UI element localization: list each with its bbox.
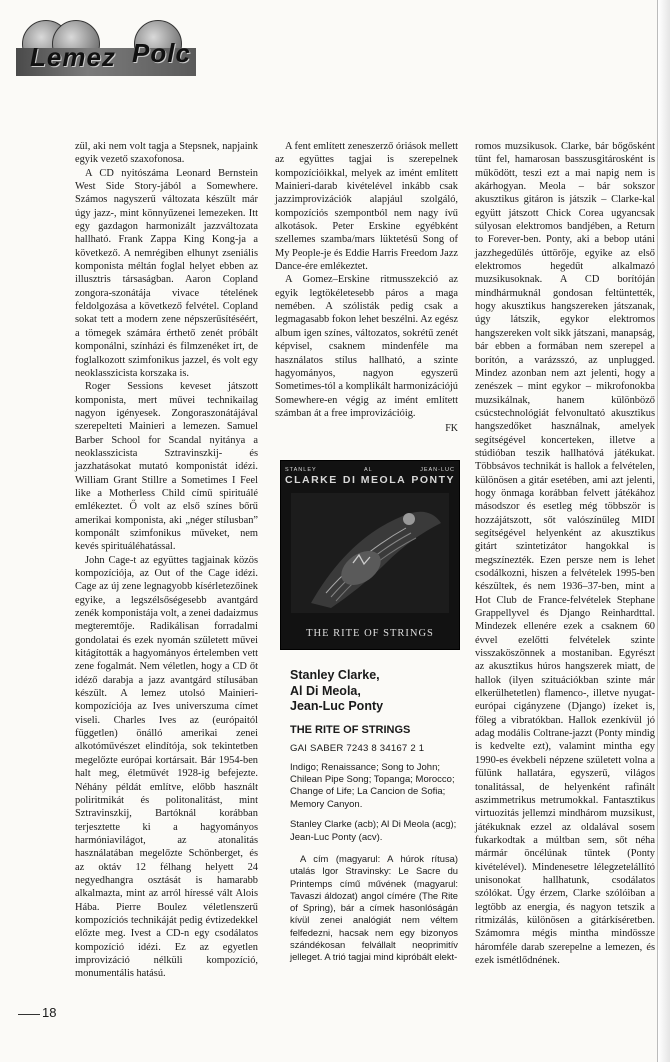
cover-title: THE RITE OF STRINGS — [306, 628, 434, 639]
album-cover — [280, 460, 460, 650]
article-column-1 — [75, 140, 258, 981]
page-edge — [657, 0, 670, 1062]
cover-last-name: PONTY — [411, 474, 455, 486]
cover-names — [285, 467, 455, 486]
author-signature: FK — [445, 423, 458, 435]
paragraph: John Cage-t az együttes tagjainak közös kompozíciója, az Out of the Cage idézi. Cage az új zene legnagyobb kísérletezőinek egyike, a legszélsőségesebb avantgárd zenék komponistája volt, a zenei dadaizmus megteremtője. Radikálisan forradalmi gondolatai és ezek nyomán született művei kitágították a hagyományos értelemben vett zene fogalmát. Nem véletlen, hogy a CD őt idéző darabja a jazz avantgárd stílusában készült. A lemez utolsó Mainieri-kompozíciója az Ives universzuma címet viseli. Charles Ives az (európaitól független) önálló amerikai zenei alkotóművészet elindítója, sok tekintetben megelőzte európai kortársait. Bár 1954-ben halt meg, életművét 1928-ig befejezte. Néhány példát említve, előbb használt poliritmikát és politonalitást, mint Sztravinszkij, Bartóknál korábban terjesztette ki a hagyományos harmóniavilágot, az atonalitás használatában megelőzte Schönberget, és az oktáv 12 félhang helyett 24 negyedhangra osztását is hamarabb alkalmazta, mint az arról híressé vált Alois Hába. Pierre Boulez véletlenszerű kompozíciós technikáját pedig évtizedekkel előzte meg. Ivest a CD-n egy csodálatos kompozíció idézi. Ez az egyetlen improvizáció nélküli kompozíció, monumentális hatású. — [75, 554, 258, 980]
paragraph: zül, aki nem volt tagja a Stepsnek, napjaink egyik vezető szaxofonosa. — [75, 141, 258, 166]
artist-name: Al Di Meola, — [290, 683, 361, 698]
cover-artwork — [291, 493, 449, 613]
paragraph: A CD nyitószáma Leonard Bernstein West Side Story-jából a Somewhere. Számos nagyszerű változata készült már úgy jazz-, mint könnyűzenei lemezeken. Itt egy gazdagon harmonizált jazzváltozata hallható. Frank Zappa King Kong-ja a következő. A nemrégiben elhunyt zseniális komponista méltán foglal helyet ebben az illusztris társaságban. Aaron Copland zongora-szonátája vivace tételének feldolgozása a következő felvétel. Copland sokat tett a modern zene népszerűsítéséért, a tömegek számára érthető zenét próbált komponálni, színházi és filmzenéket írt, de foglalkozott szimfonikus jazzel, és volt egy neoklasszicista korszaka is. — [75, 167, 258, 379]
paragraph: Roger Sessions keveset játszott komponista, mert művei technikailag nagyon igényesek. Zongoraszonátájával szerepelteti Mainieri a lemezen. Samuel Barber School for Scandal nyitánya a neoklasszicista Sztravinszkij- és jazzhatásokat mutató komponistát idézi. William Grant Stillre a Sometimes I Feel like a Motherless Child című spirituálé emlékeztet. Ő volt az első színes bőrű amerikai komponista, aki „néger stílusban” komponált szimfonikus műveket, nem kevés spirituáléhatással. — [75, 381, 258, 553]
album-title: THE RITE OF STRINGS — [290, 723, 411, 736]
article-column-3 — [475, 140, 655, 967]
album-label: GAI SABER 7243 8 34167 2 1 — [290, 742, 425, 754]
cover-first-name: AL — [364, 467, 373, 473]
cover-first-name: JEAN-LUC — [420, 467, 455, 473]
paragraph: A cím (magyarul: A húrok rítusa) utalás Igor Stravinsky: Le Sacre du Printemps című művének (magyarul: Tavaszi áldozat) angol címére (The Rite of Spring), bár a címek hasonlóságán kívül zenei analógiát nem véltem felfedezni, hacsak nem egy bizonyos szándékosan felvállalt neoprimitív jelleget. A trió tagjai mind kipróbált elekt- — [290, 852, 458, 963]
personnel: Stanley Clarke (acb); Al Di Meola (acg); Jean-Luc Ponty (acv). — [290, 819, 457, 843]
cover-first-name: STANLEY — [285, 467, 317, 473]
track-list: Indigo; Renaissance; Song to John; Chilean Pipe Song; Topanga; Morocco; Change of Life; La Cancion de Sofia; Memory Canyon. — [290, 761, 455, 810]
paragraph: A Gomez–Erskine ritmusszekció az egyik legtökéletesebb páros a maga nemében. A szólisták pedig csak a legmagasabb fokon lehet beszélni. Az egész album igen színes, változatos, sokrétű zenét képvisel, csaknem mindenféle ma használatos stílus hallható, a szinte hagyományos, nagyon egyszerű Sometimes-tól a komplikált harmonizációjú Somewhere-en végig az imént említett számban át a free improvizációig. — [275, 274, 458, 419]
lemezpolc-logo — [16, 14, 196, 82]
artist-name: Stanley Clarke, — [290, 668, 380, 682]
paragraph: A fent említett zeneszerző óriások mellett az együttes tagjai is szerepelnek kompozícióikkal, melyek az imént említett Mainieri-darab kivételével inkább csak jazzimprovizációk alapjául szolgáló, kompozíciós szempontból nem nagy ívű alkotások. Peter Erskine egyébként szellemes szamba/mars lüktetésű Song of My People-je és Eddie Harris Freedom Jazz Dance-ére emlékeztet. — [275, 141, 458, 273]
footer-rule — [18, 1014, 40, 1015]
logo-word-lemez: Lemez — [30, 42, 116, 72]
album-artists — [290, 668, 458, 715]
album-info — [290, 668, 458, 964]
logo-word-polc: Polc — [132, 38, 191, 68]
cover-last-name: CLARKE — [285, 474, 338, 486]
album-review — [290, 853, 458, 964]
cover-last-name: DI MEOLA — [342, 474, 407, 486]
page-number: 18 — [42, 1005, 57, 1020]
paragraph: romos muzsikusok. Clarke, bár bőgősként tűnt fel, hamarosan basszusgitárosként is működött, teszi ezt a mai napig nem is akárhogyan. Meola – bár sokszor akusztikus gitáron is játszik – Clarke-kal együtt játszott Chick Corea ugyancsak súlyosan elektromos bandjében, a Return to Forever-ben. Ponty, aki a bebop utáni jazzhegedűlés úttörője, egyike az első elektromos hegedűt alkalmazó muzsikusoknak. A CD borítóján mindhármuknál gondosan feltüntették, hogy akusztikus hangszereken játszanak, úgy látszik, egykor elektromos hangszereken volt sikk játszani, manapság, bár ebben a formában nem szerepel a borítón, a varázsszó, az unplugged. Mindez azonban nem azt jelenti, hogy a zenészek – mint egykor – mikrofonokba muzsikálnak, hanem különböző csúcstechnológiát felvonultató akusztikus hangszedőket használnak, amelyek segítségével koncerteken, illetve a stúdióban teszik hallhatóvá játékukat. Többsávos technikát is hallok a felvételen, különösen a gitár esetében, ami azt jelenti, hogy önmaga korábban felvett játékához másodszor és esetleg még többször is hozzájátszott, sőt valószínűleg MIDI segítségével helyenként az akusztikus gitárt szintetizátor hangokkal is megszínezték. Ezen persze nem is lehet csodálkozni, hiszen a felvételek 1995-ben készültek, és nem 1936–37-ben, mint a Hot Club de France-felvételek Stephane Grappellyvel és Django Reinhardttal. Mindezek ellenére ezek a csaknem 60 évvel ezelőtti felvételek szinte visszaköszönnek a mostaniban. Egyrészt az akusztikus húros hangszerek miatt, de hallok (ilyen szituációkban szinte már elkerülhetetlen) flamenco-, illetve nyugat-európai cigányzene (Django) ízeket is, főleg a vibratókban. Hallok ezenkívül jó adag modális Coltrane-jazzt (Ponty mindig is kedvelte ezt), valamint mintha egy 1990-es évekbeli népzene született volna a fülünk hallatára, egyszerű, világos tonalitással, de helyenként rafinált aszimmetrikus metrumokkal. Fantasztikus virtuozitás jellemzi mindhárom muzsikust, játékuknak ezzel az oldalával sosem fukarkodtak a múltban sem, sőt néha mármár öncélúnak tűntek (Ponty kivételével). Mindenesetre lélegzetelállító unisonokat hallhatunk, csodálatos szólókat. Úgy érzem, Clarke szólóiban a legtöbb az energia, és nagyon tetszik a ritmizálás, különösen a gitárkíséretben. Számomra mégis mintha mindössze háromféle darab szerepelne a lemezen, és ezek ismétlődnének. — [475, 141, 655, 966]
artist-name: Jean-Luc Ponty — [290, 699, 384, 713]
article-column-2 — [275, 140, 458, 436]
